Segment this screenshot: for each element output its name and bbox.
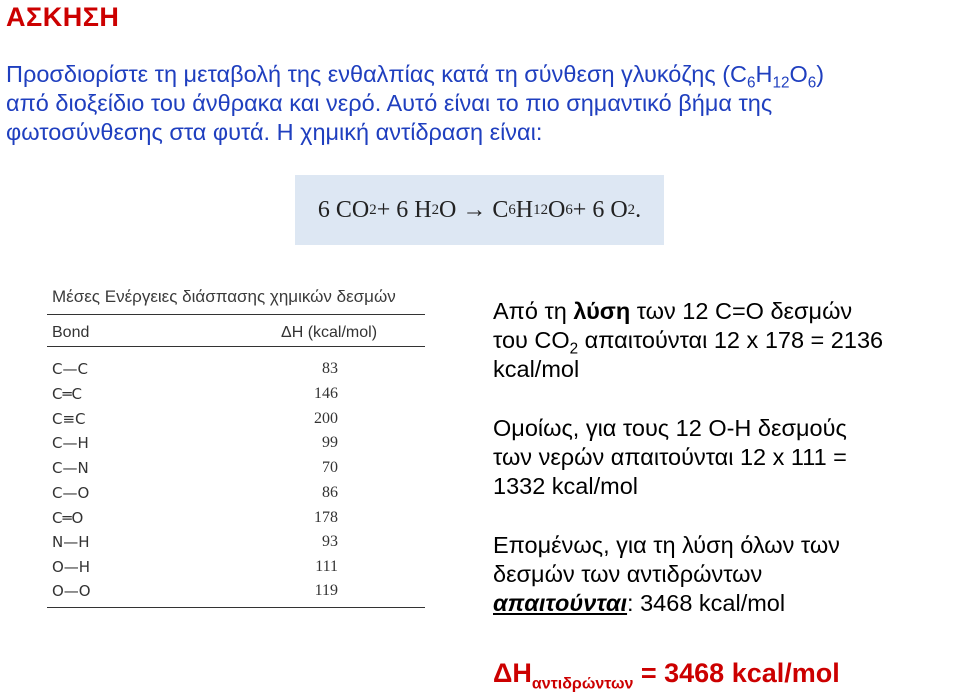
reaction-equation: 6 CO 2 + 6 H 2 O → C 6 H 12 O 6 + 6 O 2 . bbox=[317, 196, 642, 223]
intro-line-1-text: Προσδιορίστε τη μεταβολή της ενθαλπίας κατά τη σύνθεση γλυκόζης (C bbox=[6, 61, 748, 87]
explanation-line: Επομένως, για τη λύση όλων των bbox=[493, 532, 840, 558]
text-run: των 12 C=O δεσμών bbox=[630, 298, 853, 324]
table-row-dh: 83 bbox=[322, 360, 338, 377]
table-row-dh: 200 bbox=[314, 410, 338, 427]
explanation-line: Ομοίως, για τους 12 O-H δεσμούς bbox=[493, 415, 847, 441]
bond-table-caption: Μέσες Ενέργειες διάσπασης χημικών δεσμών bbox=[52, 287, 396, 306]
table-rule-bottom bbox=[47, 607, 425, 608]
table-row-bond: C—C bbox=[52, 360, 88, 378]
table-row-dh: 86 bbox=[322, 484, 338, 501]
glucose-sub-h: 12 bbox=[772, 74, 790, 92]
intro-line-1 bbox=[6, 60, 956, 92]
intro-line-3: φωτοσύνθεσης στα φυτά. Η χημική αντίδραση είναι: bbox=[6, 119, 543, 145]
table-row-dh: 178 bbox=[314, 509, 338, 526]
table-row-bond: C≡C bbox=[52, 410, 86, 428]
glucose-sub-c: 6 bbox=[747, 74, 756, 92]
bold-text: λύση bbox=[573, 298, 631, 324]
eq-part: . bbox=[635, 196, 642, 223]
eq-part: H bbox=[515, 196, 534, 223]
dh-symbol: ΔH bbox=[493, 658, 532, 688]
table-row-dh: 70 bbox=[322, 459, 338, 476]
co2-sub: 2 bbox=[569, 340, 579, 358]
explanation-line: kcal/mol bbox=[493, 356, 580, 382]
table-row-bond: O—O bbox=[52, 582, 91, 600]
page-title: ΑΣΚΗΣΗ bbox=[6, 2, 120, 32]
bond-column-header: Bond bbox=[52, 324, 90, 341]
explanation-line: 1332 kcal/mol bbox=[493, 473, 638, 499]
table-row-dh: 119 bbox=[314, 582, 338, 599]
eq-part: O → C bbox=[439, 196, 509, 223]
text-run: Από τη bbox=[493, 298, 574, 324]
intro-line-2: από διοξείδιο του άνθρακα και νερό. Αυτό είναι το πιο σημαντικό βήμα της bbox=[6, 90, 773, 116]
text-run: του CO bbox=[493, 327, 570, 353]
dh-column-header: ΔH (kcal/mol) bbox=[281, 324, 378, 341]
explanation-line bbox=[493, 326, 884, 358]
table-row-bond: C—H bbox=[52, 434, 89, 452]
reaction-equation-box bbox=[295, 175, 664, 245]
enthalpy-result bbox=[493, 658, 840, 693]
table-row-bond: C—N bbox=[52, 459, 89, 477]
table-rule-header bbox=[47, 346, 425, 347]
eq-part: O bbox=[548, 196, 566, 223]
table-row-bond: O—H bbox=[52, 558, 91, 576]
intro-text bbox=[6, 60, 956, 147]
table-row-bond: C═O bbox=[52, 509, 84, 527]
paragraph-gap bbox=[493, 384, 883, 414]
bold-italic-underlined-text: απαιτούνται bbox=[493, 590, 628, 616]
explanation-line: των νερών απαιτούνται 12 x 111 = bbox=[493, 444, 847, 470]
dh-subscript: αντιδρώντων bbox=[531, 675, 634, 693]
eq-part: + 6 O bbox=[572, 196, 628, 223]
eq-part: 6 CO bbox=[317, 196, 370, 223]
dh-value: = 3468 kcal/mol bbox=[633, 658, 840, 688]
explanation-line: δεσμών των αντιδρώντων bbox=[493, 561, 763, 587]
table-row-bond: C═C bbox=[52, 385, 82, 403]
table-row-dh: 99 bbox=[322, 434, 338, 451]
glucose-o: O bbox=[789, 61, 808, 87]
text-run: απαιτούνται 12 x 178 = 2136 bbox=[578, 327, 884, 353]
explanation-text bbox=[493, 297, 883, 618]
text-run: : 3468 kcal/mol bbox=[627, 590, 786, 616]
explanation-line bbox=[493, 589, 883, 618]
table-row-bond: N—H bbox=[52, 533, 90, 551]
table-row-dh: 93 bbox=[322, 533, 338, 550]
eq-part: + 6 H bbox=[376, 196, 432, 223]
glucose-h: H bbox=[755, 61, 773, 87]
table-row-dh: 111 bbox=[315, 558, 338, 575]
explanation-line bbox=[493, 297, 883, 326]
table-row-bond: C—O bbox=[52, 484, 90, 502]
table-rule-top bbox=[47, 314, 425, 315]
glucose-close: ) bbox=[816, 61, 825, 87]
table-row-dh: 146 bbox=[314, 385, 338, 402]
glucose-sub-o: 6 bbox=[807, 74, 817, 92]
paragraph-gap bbox=[493, 501, 883, 531]
